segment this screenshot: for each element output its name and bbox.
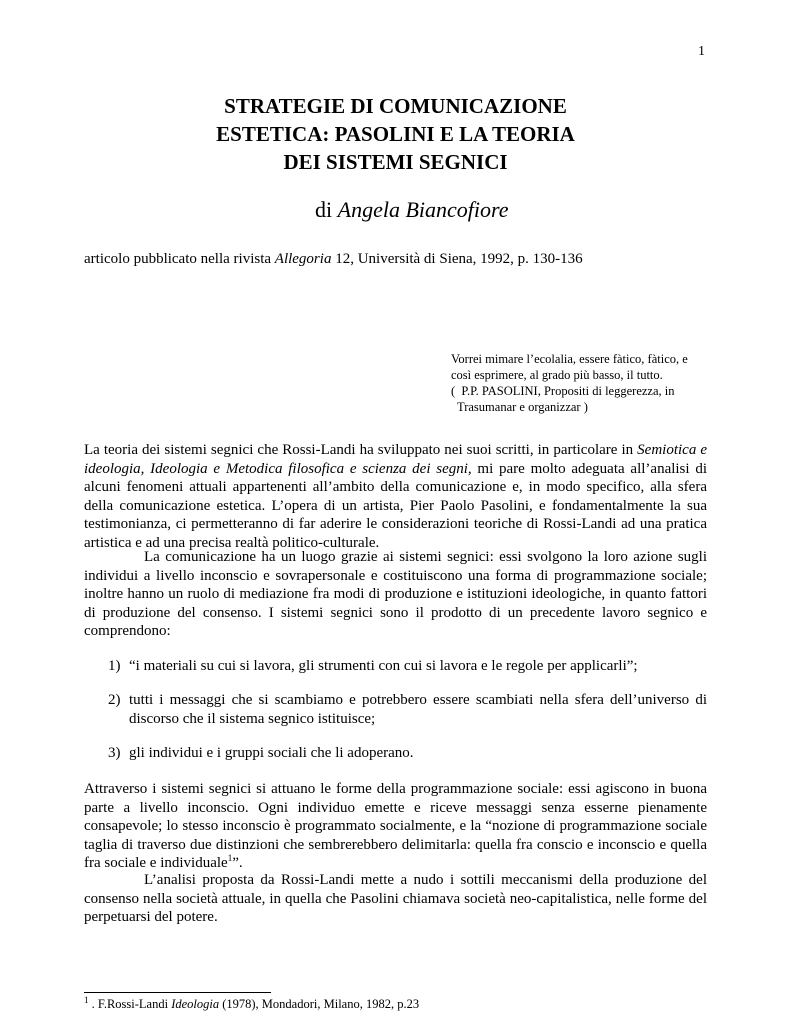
list-number: 3) <box>108 745 121 761</box>
paragraph-1 <box>84 441 707 552</box>
article-title <box>0 92 791 176</box>
paragraph-3 <box>84 780 707 873</box>
publication-info <box>84 251 583 268</box>
journal-name: Allegoria <box>274 251 332 267</box>
publication-before: articolo pubblicato nella rivista <box>84 251 275 267</box>
footnote-mark: 1 <box>84 994 89 1005</box>
page-number: 1 <box>698 44 705 59</box>
epigraph-line-4: Trasumanar e organizzar ) <box>451 400 588 414</box>
footnote-after: (1978), Mondadori, Milano, 1982, p.23 <box>219 997 420 1011</box>
title-line-1: STRATEGIE DI COMUNICAZIONE <box>224 94 567 118</box>
para1-italic: Semiotica e ideologia, Ideologia e Metodica filosofica e scienza dei segni, <box>84 442 708 477</box>
author-line <box>315 197 509 223</box>
footnote-divider <box>84 992 271 993</box>
publication-after: 12, Università di Siena, 1992, p. 130-136 <box>331 251 583 267</box>
para3-text: Attraverso i sistemi segnici si attuano le forme della programmazione sociale: essi agiscono in buona parte a livello inconscio. Ogni individuo emette e riceve messaggi senza esserne pienamente consapevole; lo stesso inconscio è programmato socialmente, e la “nozione di programmazione sociale taglia di traverso due distinzioni che sembrerebbero delimitarla: quella fra conscio e inconscio e quella fra sociale e individuale <box>84 781 707 871</box>
list-text: “i materiali su cui si lavora, gli strumenti con cui si lavora e le regole per applicarli”; <box>129 658 638 674</box>
list-number: 1) <box>108 658 121 674</box>
epigraph-line-3: ( P.P. PASOLINI, Propositi di leggerezza, in <box>451 384 675 398</box>
list-text: gli individui e i gruppi sociali che li adoperano. <box>129 745 414 761</box>
epigraph-line-1: Vorrei mimare l’ecolalia, essere fàtico, fàtico, e <box>451 352 688 366</box>
footnote-reference[interactable]: 1 <box>227 853 233 863</box>
title-line-3: DEI SISTEMI SEGNICI <box>283 150 508 174</box>
list-text: tutti i messaggi che si scambiamo e potrebbero essere scambiati nella sfera dell’universo di discorso che il sistema segnico istituisce; <box>129 692 707 727</box>
epigraph <box>451 351 721 415</box>
title-line-2: ESTETICA: PASOLINI E LA TEORIA <box>216 122 575 146</box>
author-name: Angela Biancofiore <box>337 197 509 222</box>
author-prefix: di <box>315 197 333 222</box>
paragraph-4: L’analisi proposta da Rossi-Landi mette a nudo i sottili meccanismi della produzione del consenso nella società attuale, in quella che Pasolini chiamava società neo-capitalistica, nelle forme del perpetuarsi del potere. <box>84 872 707 925</box>
footnote-italic: Ideologia <box>171 997 220 1011</box>
list-number: 2) <box>108 692 121 708</box>
para1-start: La teoria dei sistemi segnici che Rossi-Landi ha sviluppato nei suoi scritti, in particolare in <box>84 442 638 458</box>
para3-end: ”. <box>232 855 243 871</box>
para1-end: mi pare molto adeguata all’analisi di alcuni fenomeni attuali appartenenti all’ambito della comunicazione e, in modo specifico, alla sfera della comunicazione estetica. L’opera di un artista, Pier Paolo Pasolini, e fondamentalmente la sua testimonianza, ci permetteranno di far aderire le considerazioni teoriche di Rossi-Landi ad una pratica artistica e ad una precisa realtà politico-culturale. <box>84 460 707 551</box>
footnote-before: . F.Rossi-Landi <box>88 997 172 1011</box>
paragraph-2: La comunicazione ha un luogo grazie ai sistemi segnici: essi svolgono la loro azione sugli individui a livello inconscio e sovrapersonale e costituiscono una forma di programmazione sociale; inoltre hanno un ruolo di mediazione fra modi di produzione e istituzioni ideologiche, in quanto fattori di produzione del consenso. I sistemi segnici sono il prodotto di un precedente lavoro segnico e comprendono: <box>84 549 707 639</box>
footnote <box>84 994 420 1012</box>
epigraph-line-2: così esprimere, al grado più basso, il tutto. <box>451 368 663 382</box>
